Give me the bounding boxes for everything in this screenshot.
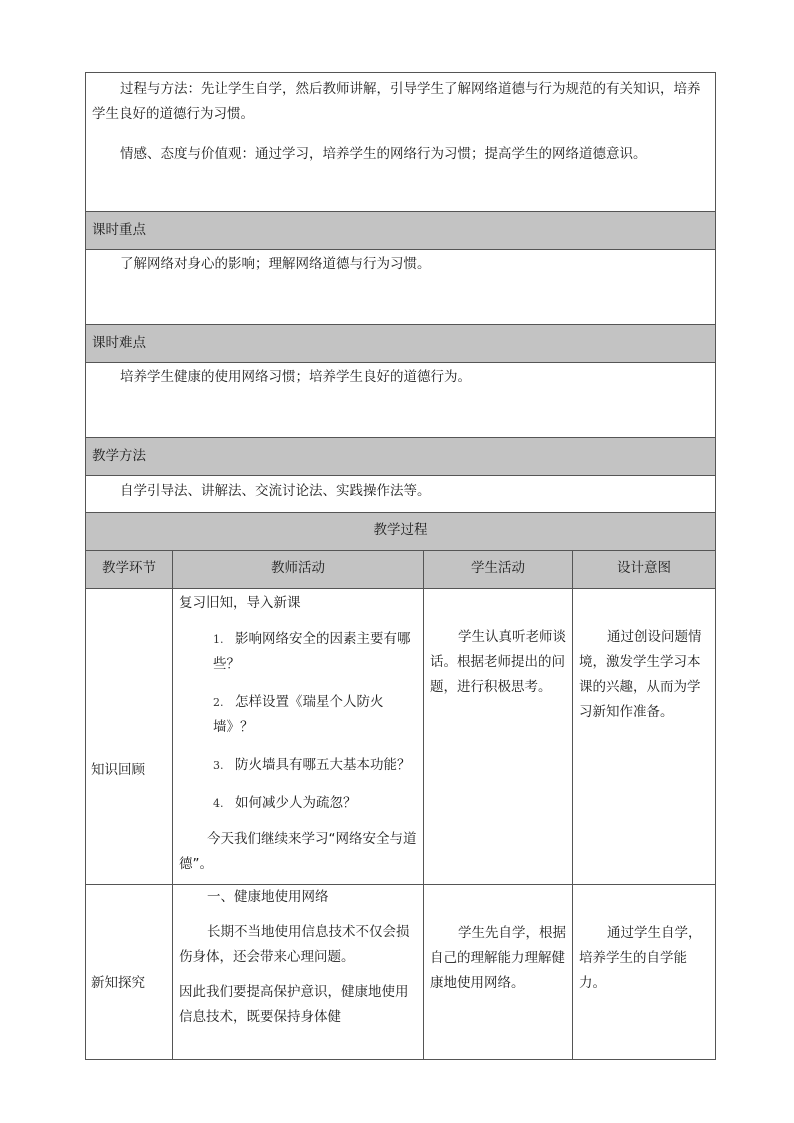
header-teacher: 教师活动 [173, 551, 424, 588]
objectives-cell [86, 73, 715, 212]
stage-cell [86, 589, 173, 884]
item-number: 1. [213, 633, 224, 646]
header-student: 学生活动 [424, 551, 573, 588]
item-number: 3. [213, 759, 224, 772]
objective-emotion: 情感、态度与价值观：通过学习，培养学生的网络行为习惯；提高学生的网络道德意识。 [120, 146, 647, 162]
methods-content: 自学引导法、讲解法、交流讨论法、实践操作法等。 [120, 483, 431, 499]
key-points-title: 课时重点 [92, 222, 146, 238]
student-cell [424, 885, 573, 1059]
teacher-paragraph-1: 长期不当地使用信息技术不仅会损伤身体，还会带来心理问题。 [179, 924, 410, 965]
lesson-plan-table [85, 72, 716, 1060]
key-points-content: 了解网络对身心的影响；理解网络道德与行为习惯。 [120, 256, 431, 272]
difficulties-content: 培养学生健康的使用网络习惯；培养学生良好的道德行为。 [120, 369, 471, 385]
difficulties-title: 课时难点 [92, 335, 146, 351]
teacher-item-3 [179, 753, 417, 778]
process-header-row [86, 551, 715, 589]
teacher-intro: 复习旧知，导入新课 [179, 595, 301, 611]
process-title-row [86, 513, 715, 551]
teacher-intro: 一、健康地使用网络 [207, 889, 329, 905]
teacher-item-2 [179, 690, 417, 740]
item-text: 怎样设置《瑞星个人防火墙》？ [213, 694, 384, 735]
item-number: 4. [213, 797, 224, 810]
teacher-item-1 [179, 627, 417, 677]
teacher-cell [173, 589, 424, 884]
process-row-explore [86, 885, 715, 1059]
student-cell [424, 589, 573, 884]
item-text: 防火墙具有哪五大基本功能？ [235, 757, 411, 773]
process-title: 教学过程 [373, 522, 428, 538]
header-intent: 设计意图 [617, 560, 671, 576]
item-number: 2. [213, 696, 224, 709]
header-stage: 教学环节 [86, 551, 173, 588]
methods-title: 教学方法 [92, 448, 146, 464]
methods-cell [86, 476, 715, 513]
stage-label: 新知探究 [91, 975, 145, 991]
design-intent: 通过创设问题情境，激发学生学习本课的兴趣，从而为学习新知作准备。 [579, 629, 702, 720]
teacher-cell [173, 885, 424, 1059]
stage-cell [86, 885, 173, 1059]
key-points-header [86, 212, 715, 250]
intent-cell [573, 589, 715, 884]
student-activity: 学生认真听老师谈话。根据老师提出的问题，进行积极思考。 [430, 629, 566, 695]
difficulties-header [86, 325, 715, 363]
design-intent: 通过学生自学，培养学生的自学能力。 [579, 925, 702, 991]
teacher-outro: 今天我们继续来学习“网络安全与道德”。 [179, 831, 417, 872]
objective-process: 过程与方法：先让学生自学，然后教师讲解，引导学生了解网络道德与行为规范的有关知识，培养学生良好的道德行为习惯。 [92, 81, 701, 122]
key-points-cell [86, 250, 715, 325]
methods-header [86, 438, 715, 476]
intent-cell [573, 885, 715, 1059]
stage-label: 知识回顾 [91, 762, 145, 778]
difficulties-cell [86, 363, 715, 438]
item-text: 影响网络安全的因素主要有哪些？ [213, 631, 411, 672]
student-activity: 学生先自学，根据自己的理解能力理解健康地使用网络。 [430, 925, 566, 991]
process-row-review [86, 589, 715, 885]
teacher-item-4 [179, 791, 417, 816]
item-text: 如何减少人为疏忽？ [235, 795, 357, 811]
teacher-paragraph-2: 因此我们要提高保护意识，健康地使用信息技术，既要保持身体健 [179, 984, 409, 1025]
